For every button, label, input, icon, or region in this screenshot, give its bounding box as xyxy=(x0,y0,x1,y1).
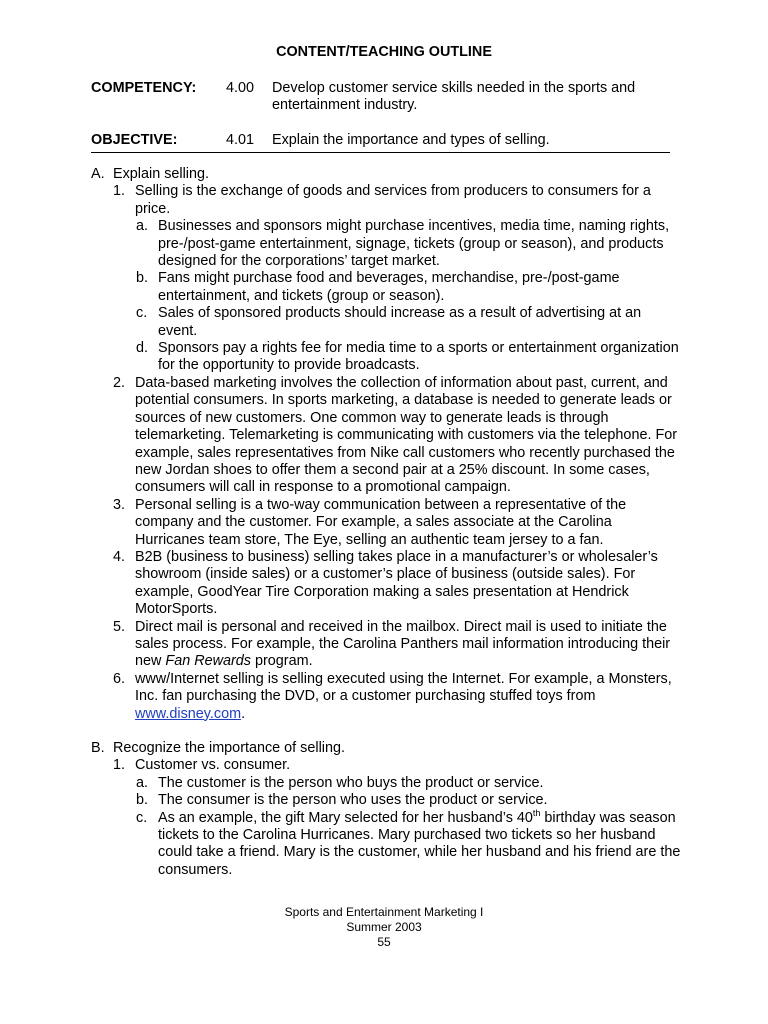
section-b-heading-text: Recognize the importance of selling. xyxy=(113,740,345,756)
item-text-part: . xyxy=(241,705,246,722)
item-marker: b. xyxy=(136,792,149,809)
item-text: B2B (business to business) selling takes place in a manufacturer’s or wholesaler’s showroom (inside sales) or a customer’s place of business (outside sales). For example, GoodYear Tire Corporation making a sales presentation at Hendrick MotorSports. xyxy=(135,548,658,618)
objective-number: 4.01 xyxy=(226,132,255,148)
item-text xyxy=(158,807,681,880)
list-item xyxy=(91,305,681,340)
item-text: Selling is the exchange of goods and services from producers to consumers for a price. xyxy=(135,183,651,217)
list-item xyxy=(91,619,681,671)
item-text: Personal selling is a two-way communication between a representative of the company and the customer. For example, a sales associate at the Carolina Hurricanes team store, The Eye, selling an authentic team jersey to a fan. xyxy=(135,496,627,548)
section-a-heading xyxy=(91,166,681,183)
page-footer xyxy=(0,905,768,950)
item-text: Data-based marketing involves the collection of information about past, current, and potential consumers. In sports marketing, a database is needed to generate leads or sources of new customers. One common way to generate leads is through telemarketing. Telemarketing is communicating with customers via the telephone. For example, sales representatives from Nike call customers who recently purchased the new Jordan shoes to offer them a second pair at a 25% discount. In some cases, consumers will call in response to a promotional campaign. xyxy=(135,374,678,496)
list-item xyxy=(91,183,681,218)
list-item xyxy=(91,218,681,270)
item-marker: 4. xyxy=(113,548,126,565)
item-text-part: As an example, the gift Mary selected for her husband’s 40 xyxy=(158,809,533,826)
item-text: The customer is the person who buys the product or service. xyxy=(158,774,544,791)
footer-term: Summer 2003 xyxy=(346,920,422,934)
disney-link[interactable]: www.disney.com xyxy=(135,705,242,722)
section-b-heading xyxy=(91,740,681,757)
section-b xyxy=(91,740,681,879)
item-marker: c. xyxy=(136,809,148,826)
competency-label: COMPETENCY: xyxy=(91,80,197,96)
item-marker: d. xyxy=(136,340,149,357)
item-text-part: www/Internet selling is selling executed using the Internet. For example, a Monsters, Inc. fan purchasing the DVD, or a customer purchasing stuffed toys from xyxy=(135,670,672,705)
section-a-heading-text: Explain selling. xyxy=(113,166,209,182)
list-item xyxy=(91,792,681,809)
item-marker: c. xyxy=(136,305,148,322)
item-marker: 6. xyxy=(113,670,126,687)
competency-block xyxy=(91,80,671,116)
list-item xyxy=(91,549,681,619)
item-text xyxy=(135,671,681,723)
item-text-part: birthday was season tickets to the Carolina Hurricanes. Mary purchased two tickets so her husband could take a friend. Mary is the customer, while her husband and his friend are the consumers. xyxy=(158,809,681,878)
item-text: Sales of sponsored products should increase as a result of advertising at an event. xyxy=(158,305,642,339)
list-item xyxy=(91,270,681,305)
list-item xyxy=(91,671,681,723)
item-marker: a. xyxy=(136,218,149,235)
list-item xyxy=(91,807,681,880)
competency-number: 4.00 xyxy=(226,80,255,96)
header-divider xyxy=(91,152,670,153)
item-text: Sponsors pay a rights fee for media time to a sports or entertainment organization for the opportunity to provide broadcasts. xyxy=(158,340,679,374)
item-marker: 1. xyxy=(113,757,126,774)
objective-text: Explain the importance and types of selling. xyxy=(272,132,550,148)
section-a xyxy=(91,166,681,723)
objective-block xyxy=(91,132,671,152)
competency-text: Develop customer service skills needed in the sports and entertainment industry. xyxy=(272,80,636,114)
list-item xyxy=(91,775,681,792)
item-marker: b. xyxy=(136,270,149,287)
item-text-part: program. xyxy=(250,653,313,670)
list-item xyxy=(91,497,681,549)
footer-page-number: 55 xyxy=(377,935,391,949)
item-text: The consumer is the person who uses the product or service. xyxy=(158,792,548,809)
item-text xyxy=(135,619,681,671)
outline xyxy=(91,166,681,879)
fan-rewards-text: Fan Rewards xyxy=(165,653,251,670)
item-marker: 3. xyxy=(113,496,126,513)
item-text: Customer vs. consumer. xyxy=(135,757,291,774)
item-text-part: Direct mail is personal and received in the mailbox. Direct mail is used to initiate the sales process. For example, the Carolina Panthers mail information introducing their new xyxy=(135,618,671,670)
section-a-marker: A. xyxy=(91,166,105,182)
item-text: Businesses and sponsors might purchase incentives, media time, naming rights, pre-/post-game entertainment, signage, tickets (group or season), and products designed for the corporations’ target market. xyxy=(158,218,670,270)
item-marker: a. xyxy=(136,774,149,791)
item-marker: 1. xyxy=(113,183,126,200)
section-b-marker: B. xyxy=(91,740,105,756)
list-item xyxy=(91,340,681,375)
list-item xyxy=(91,375,681,497)
item-marker: 2. xyxy=(113,374,126,391)
item-text: Fans might purchase food and beverages, merchandise, pre-/post-game entertainment, and tickets (group or season). xyxy=(158,270,620,304)
objective-label: OBJECTIVE: xyxy=(91,132,178,148)
list-item xyxy=(91,757,681,774)
page-title: CONTENT/TEACHING OUTLINE xyxy=(276,44,492,60)
item-marker: 5. xyxy=(113,618,126,635)
footer-course: Sports and Entertainment Marketing I xyxy=(284,905,484,919)
ordinal-suffix: th xyxy=(532,807,541,818)
